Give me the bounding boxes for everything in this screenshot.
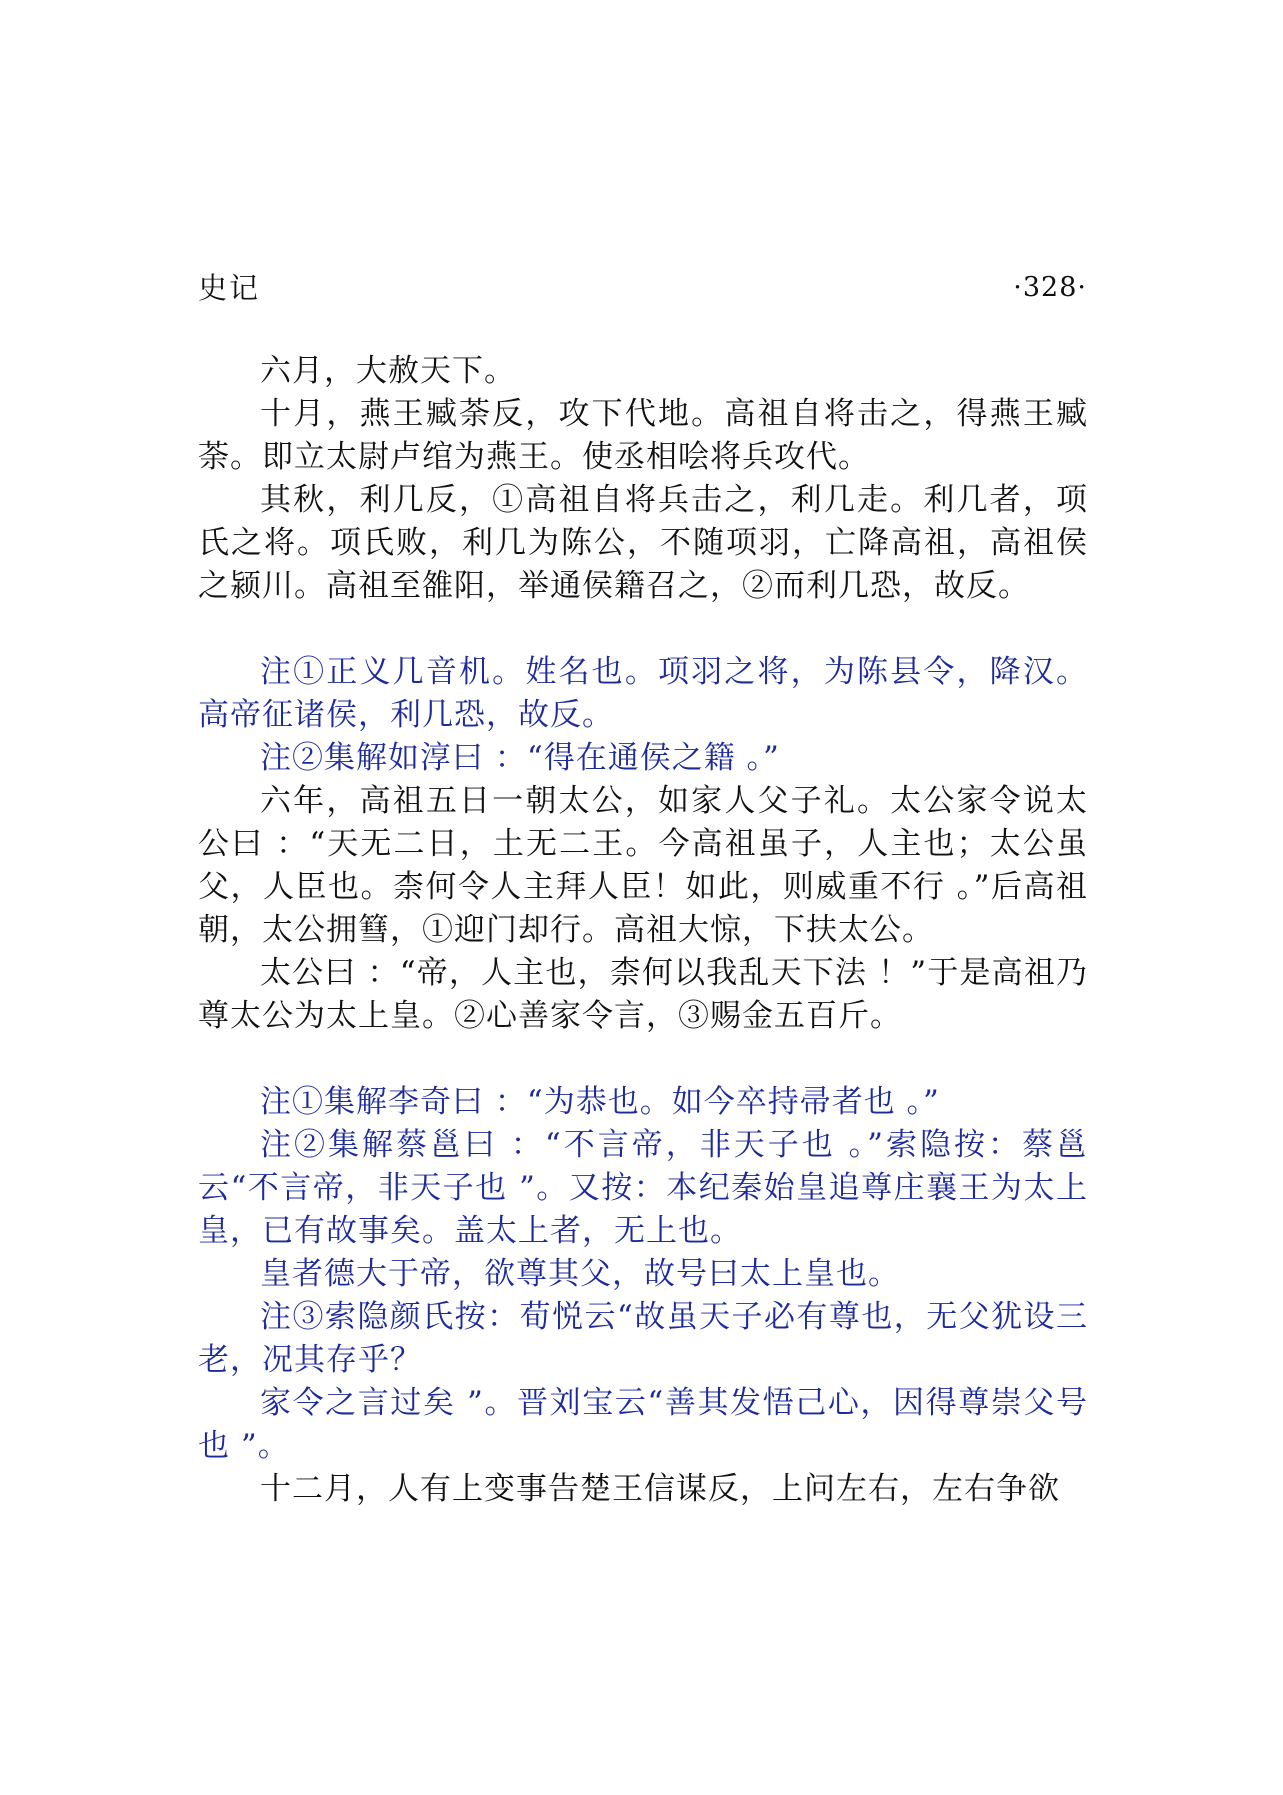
section-gap bbox=[198, 608, 1088, 651]
annotation: 注②集解如淳曰 ：“得在通侯之籍 。” bbox=[260, 740, 780, 776]
annotation: 注③索隐颜氏按：荀悦云“故虽天子必有尊也，无父犹设三老，况其存乎？ bbox=[198, 1299, 1088, 1378]
section-gap bbox=[198, 1038, 1088, 1081]
page-number: ·328· bbox=[1013, 272, 1087, 303]
annotation: 皇者德大于帝，欲尊其父，故号曰太上皇也。 bbox=[260, 1256, 900, 1292]
annotation: 注①集解李奇曰 ：“为恭也。如今卒持帚者也 。” bbox=[260, 1084, 940, 1120]
body-text bbox=[198, 350, 1088, 1511]
paragraph: 六月，大赦天下。 bbox=[260, 353, 516, 389]
paragraph: 六年，高祖五日一朝太公，如家人父子礼。太公家令说太公曰 ：“天无二日，土无二王。今高祖虽子，人主也；太公虽父，人臣也。柰何令人主拜人臣！如此，则威重不行 。”后高祖朝，太公拥篲，①迎门却行。高祖大惊，下扶太公。 bbox=[198, 783, 1088, 948]
paragraph: 十二月，人有上变事告楚王信谋反，上问左右，左右争欲 bbox=[260, 1471, 1060, 1507]
paragraph: 太公曰 ：“帝，人主也，柰何以我乱天下法 ！”于是高祖乃尊太公为太上皇。②心善家令言，③赐金五百斤。 bbox=[198, 955, 1088, 1034]
paragraph: 十月，燕王臧荼反，攻下代地。高祖自将击之，得燕王臧荼。即立太尉卢绾为燕王。使丞相哙将兵攻代。 bbox=[198, 396, 1088, 475]
annotation: 家令之言过矣 ”。晋刘宝云“善其发悟己心，因得尊崇父号也 ”。 bbox=[198, 1385, 1088, 1464]
annotation: 注①正义几音机。姓名也。项羽之将，为陈县令，降汉。高帝征诸侯，利几恐，故反。 bbox=[198, 654, 1088, 733]
running-title: 史记 bbox=[198, 271, 261, 305]
paragraph: 其秋，利几反，①高祖自将兵击之，利几走。利几者，项氏之将。项氏败，利几为陈公，不随项羽，亡降高祖，高祖侯之颍川。高祖至雒阳，举通侯籍召之，②而利几恐，故反。 bbox=[198, 482, 1088, 604]
annotation: 注②集解蔡邕曰 ：“不言帝，非天子也 。”索隐按：蔡邕云“不言帝，非天子也 ”。又按：本纪秦始皇追尊庄襄王为太上皇，已有故事矣。盖太上者，无上也。 bbox=[198, 1127, 1088, 1249]
